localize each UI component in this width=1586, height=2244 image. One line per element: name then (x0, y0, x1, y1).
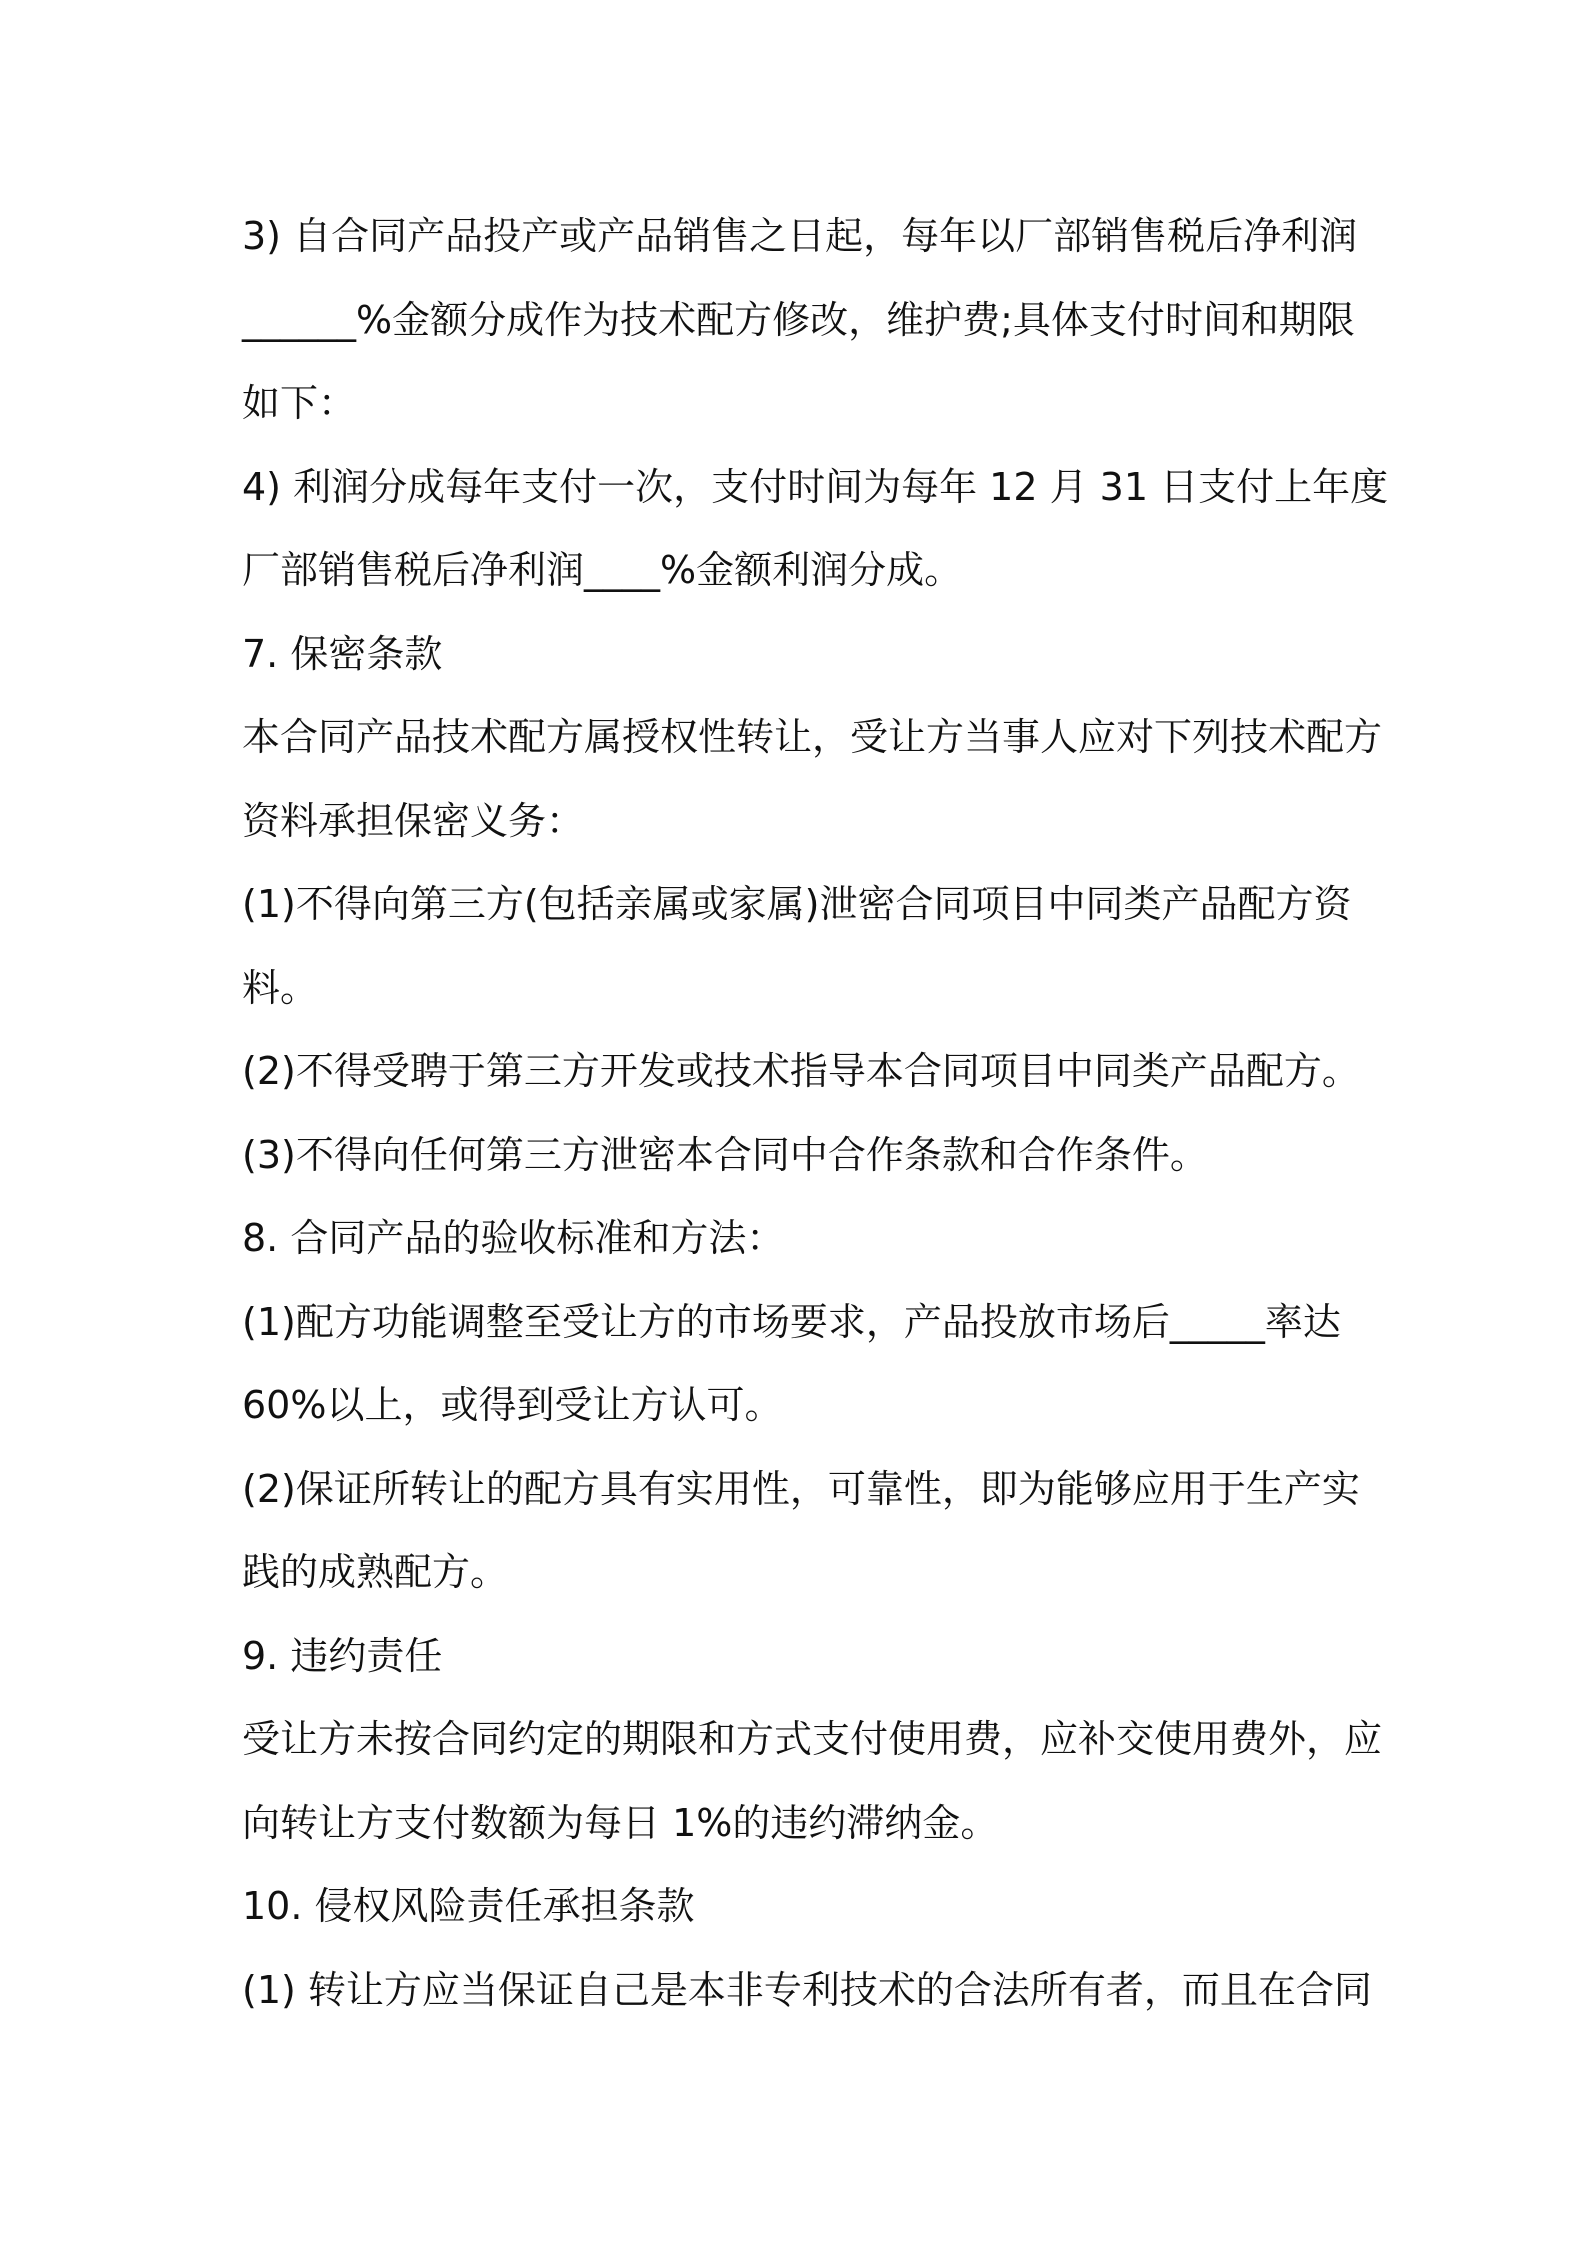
section-10-heading: 10. 侵权风险责任承担条款 (242, 1884, 695, 1928)
clause-3-line-1: 3) 自合同产品投产或产品销售之日起，每年以厂部销售税后净利润 (242, 214, 1358, 258)
section-8-item-2-line-1: (2)保证所转让的配方具有实用性，可靠性，即为能够应用于生产实 (242, 1466, 1360, 1511)
section-9-body-line-2: 向转让方支付数额为每日 1%的违约滞纳金。 (242, 1800, 999, 1845)
section-7-item-3: (3)不得向任何第三方泄密本合同中合作条款和合作条件。 (242, 1132, 1208, 1177)
clause-3-line-2: ______%金额分成作为技术配方修改，维护费;具体支付时间和期限 (242, 297, 1355, 342)
clause-3-line-3: 如下： (242, 381, 357, 425)
section-7-intro-line-2: 资料承担保密义务： (242, 798, 585, 843)
section-8-item-1-line-2: 60%以上，或得到受让方认可。 (242, 1383, 783, 1427)
document-body (242, 195, 1389, 2032)
section-8-item-2-line-2: 践的成熟配方。 (242, 1550, 509, 1594)
section-7-item-1-line-1: (1)不得向第三方(包括亲属或家属)泄密合同项目中同类产品配方资 (242, 882, 1352, 926)
section-9-body-line-1: 受让方未按合同约定的期限和方式支付使用费，应补交使用费外，应 (242, 1717, 1383, 1761)
section-7-item-1-line-2: 料。 (242, 965, 319, 1010)
clause-4-line-1: 4) 利润分成每年支付一次，支付时间为每年 12 月 31 日支付上年度 (242, 464, 1389, 509)
section-7-heading: 7. 保密条款 (242, 631, 443, 676)
section-8-item-1-line-1: (1)配方功能调整至受让方的市场要求，产品投放市场后_____率达 (242, 1299, 1341, 1344)
section-7-item-2: (2)不得受聘于第三方开发或技术指导本合同项目中同类产品配方。 (242, 1049, 1360, 1093)
section-10-item-1-line-1: (1) 转让方应当保证自己是本非专利技术的合法所有者，而且在合同 (242, 1967, 1372, 2012)
clause-4-line-2: 厂部销售税后净利润____%金额利润分成。 (242, 548, 963, 592)
section-9-heading: 9. 违约责任 (242, 1633, 443, 1678)
section-8-heading: 8. 合同产品的验收标准和方法： (242, 1216, 785, 1260)
section-7-intro-line-1: 本合同产品技术配方属授权性转让，受让方当事人应对下列技术配方 (242, 715, 1383, 759)
